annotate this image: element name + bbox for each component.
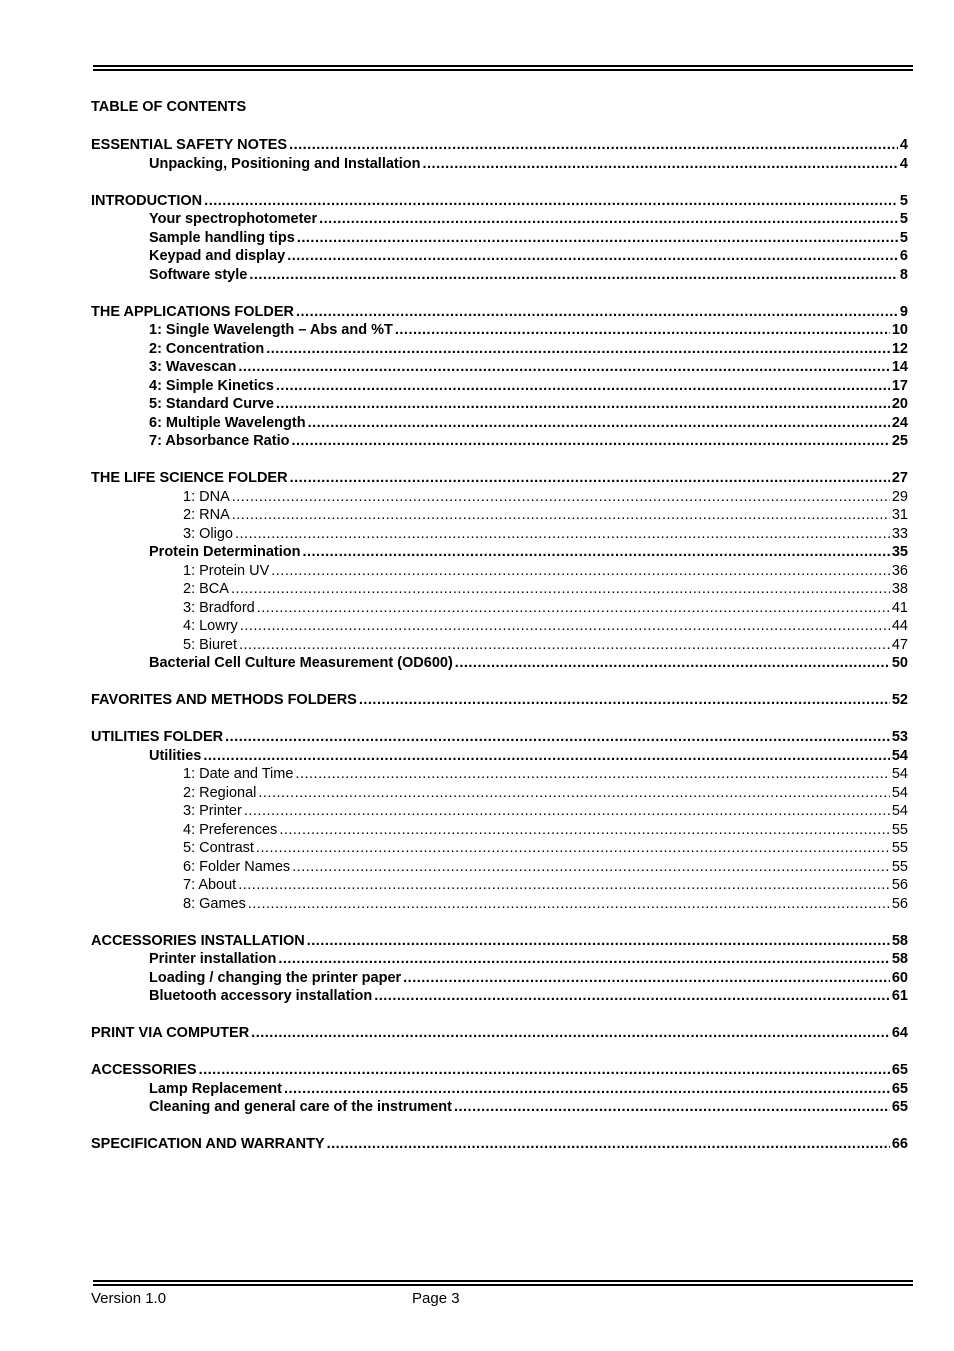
dot-leader: [359, 691, 890, 710]
toc-subentry[interactable]: [91, 525, 908, 544]
toc-subentry[interactable]: [91, 506, 908, 525]
toc-entry-label: 1: Protein UV: [183, 562, 270, 579]
toc-entry-label: 3: Oligo: [183, 525, 233, 542]
toc-entry[interactable]: [91, 747, 908, 766]
toc-entry-label: Utilities: [149, 747, 202, 764]
toc-subentry[interactable]: [91, 765, 908, 784]
toc-entry[interactable]: [91, 395, 908, 414]
toc-section[interactable]: [91, 1135, 908, 1154]
toc-entry-label: 7: Absorbance Ratio: [149, 433, 290, 449]
toc-entry-page: 54: [891, 766, 908, 782]
dot-leader: [278, 950, 890, 969]
toc-entry-page: 65: [891, 1080, 908, 1097]
toc-entry-label: 8: Games: [183, 895, 246, 912]
toc-entry-label: 4: Lowry: [183, 618, 238, 634]
dot-leader: [295, 765, 889, 784]
toc-subentry[interactable]: [91, 580, 908, 599]
toc-section[interactable]: [91, 469, 908, 488]
toc-entry-page: 56: [891, 895, 908, 912]
toc-entry[interactable]: [91, 377, 908, 396]
toc-entry[interactable]: [91, 321, 908, 340]
toc-entry-page: 6: [899, 248, 908, 264]
toc-section[interactable]: [91, 1061, 908, 1080]
toc-entry-page: 4: [899, 137, 908, 153]
toc-entry[interactable]: [91, 266, 908, 285]
dot-leader: [248, 895, 890, 914]
section-spacer: [91, 913, 908, 932]
toc-entry[interactable]: [91, 432, 908, 451]
toc-entry[interactable]: [91, 229, 908, 248]
toc-subentry[interactable]: [91, 821, 908, 840]
dot-leader: [238, 358, 890, 377]
dot-leader: [287, 247, 898, 266]
toc-entry-page: 50: [891, 655, 908, 671]
toc-entry-page: 55: [891, 858, 908, 875]
toc-entry-page: 33: [891, 525, 908, 542]
toc-subentry[interactable]: [91, 636, 908, 655]
dot-leader: [204, 192, 898, 211]
toc-entry-page: 14: [891, 359, 908, 375]
toc-entry[interactable]: [91, 1098, 908, 1117]
toc-subentry[interactable]: [91, 562, 908, 581]
dot-leader: [238, 876, 890, 895]
toc-entry-page: 58: [891, 951, 908, 967]
toc-entry-label: ACCESSORIES INSTALLATION: [91, 932, 305, 949]
toc-entry-label: 1: DNA: [183, 488, 230, 505]
toc-section[interactable]: [91, 136, 908, 155]
toc-entry-label: Software style: [149, 266, 248, 283]
dot-leader: [308, 414, 890, 433]
toc-entry-label: PRINT VIA COMPUTER: [91, 1025, 250, 1041]
toc-section[interactable]: [91, 192, 908, 211]
dot-leader: [276, 395, 890, 414]
dot-leader: [302, 543, 889, 562]
toc-entry-page: 53: [891, 729, 908, 745]
toc-entry-label: INTRODUCTION: [91, 192, 203, 209]
toc-entry-label: 5: Standard Curve: [149, 396, 274, 412]
toc-entry[interactable]: [91, 155, 908, 174]
toc-section[interactable]: [91, 303, 908, 322]
toc-entry-label: Bluetooth accessory installation: [149, 988, 373, 1004]
toc-entry-page: 27: [891, 470, 908, 486]
dot-leader: [225, 728, 890, 747]
dot-leader: [256, 839, 890, 858]
toc-entry-page: 54: [891, 803, 908, 819]
toc-entry[interactable]: [91, 654, 908, 673]
dot-leader: [319, 210, 898, 229]
dot-leader: [203, 747, 889, 766]
toc-section[interactable]: [91, 691, 908, 710]
toc-entry-label: 1: Single Wavelength – Abs and %T: [149, 322, 393, 338]
toc-entry-label: 3: Bradford: [183, 599, 255, 616]
toc-subentry[interactable]: [91, 802, 908, 821]
dot-leader: [297, 229, 898, 248]
toc-entry-page: 66: [891, 1136, 908, 1152]
toc-entry-label: THE APPLICATIONS FOLDER: [91, 303, 294, 320]
dot-leader: [292, 858, 890, 877]
toc-entry-page: 4: [899, 155, 908, 172]
dot-leader: [455, 654, 890, 673]
toc-entry-page: 52: [891, 692, 908, 708]
dot-leader: [284, 1080, 890, 1099]
toc-subentry[interactable]: [91, 599, 908, 618]
toc-entry-label: 2: Concentration: [149, 340, 265, 357]
dot-leader: [271, 562, 890, 581]
dot-leader: [327, 1135, 890, 1154]
dot-leader: [240, 617, 890, 636]
toc-entry-page: 56: [891, 877, 908, 893]
toc-entry[interactable]: [91, 1080, 908, 1099]
dot-leader: [279, 821, 890, 840]
toc-entry-label: 5: Contrast: [183, 840, 254, 856]
toc-entry-label: Printer installation: [149, 951, 277, 967]
toc-entry-label: THE LIFE SCIENCE FOLDER: [91, 470, 288, 486]
dot-leader: [296, 303, 898, 322]
toc-subentry[interactable]: [91, 895, 908, 914]
section-spacer: [91, 673, 908, 692]
toc-entry-page: 38: [891, 581, 908, 597]
dot-leader: [423, 155, 898, 174]
dot-leader: [291, 432, 889, 451]
toc-entry-page: 58: [891, 932, 908, 949]
toc-entry-label: Protein Determination: [149, 544, 301, 560]
toc-subentry[interactable]: [91, 876, 908, 895]
toc-section[interactable]: [91, 932, 908, 951]
dot-leader: [258, 784, 890, 803]
toc-entry[interactable]: [91, 950, 908, 969]
toc-entry-label: UTILITIES FOLDER: [91, 729, 224, 745]
toc-entry-label: Your spectrophotometer: [149, 211, 318, 227]
toc-entry-page: 61: [891, 988, 908, 1004]
dot-leader: [231, 580, 890, 599]
toc-entry-page: 5: [899, 192, 908, 209]
section-spacer: [91, 173, 908, 192]
footer-version: Version 1.0: [91, 1290, 167, 1307]
toc-entry-label: Loading / changing the printer paper: [149, 969, 402, 986]
toc-entry-label: ESSENTIAL SAFETY NOTES: [91, 137, 288, 153]
dot-leader: [244, 802, 890, 821]
toc-entry[interactable]: [91, 340, 908, 359]
dot-leader: [454, 1098, 890, 1117]
toc-entry-page: 41: [891, 599, 908, 616]
toc-entry-label: 3: Printer: [183, 803, 242, 819]
toc-entry-label: SPECIFICATION AND WARRANTY: [91, 1136, 325, 1152]
toc-entry-page: 36: [891, 562, 908, 579]
toc-entry[interactable]: [91, 210, 908, 229]
toc-entry[interactable]: [91, 969, 908, 988]
toc-entry-page: 65: [891, 1099, 908, 1115]
dot-leader: [199, 1061, 890, 1080]
toc-subentry[interactable]: [91, 784, 908, 803]
toc-entry-label: Bacterial Cell Culture Measurement (OD600): [149, 655, 453, 671]
section-spacer: [91, 1006, 908, 1025]
toc-entry-label: 3: Wavescan: [149, 359, 237, 375]
toc-entry-page: 5: [899, 229, 908, 246]
toc-entry-page: 25: [891, 433, 908, 449]
dot-leader: [289, 136, 898, 155]
toc-entry-label: ACCESSORIES: [91, 1062, 197, 1078]
toc-entry-page: 54: [891, 784, 908, 801]
toc-entry-page: 10: [891, 322, 908, 338]
dot-leader: [232, 488, 890, 507]
toc-subentry[interactable]: [91, 617, 908, 636]
toc-entry-label: 1: Date and Time: [183, 766, 294, 782]
section-spacer: [91, 284, 908, 303]
dot-leader: [266, 340, 890, 359]
header-rule: [93, 65, 913, 71]
toc-entry-label: 2: BCA: [183, 581, 229, 597]
toc-entry-label: 5: Biuret: [183, 636, 237, 653]
toc-entry-page: 24: [891, 414, 908, 431]
footer-rule: [93, 1280, 913, 1286]
toc-entry-page: 65: [891, 1062, 908, 1078]
toc-entry-page: 31: [891, 507, 908, 523]
toc-entry-page: 8: [899, 266, 908, 283]
dot-leader: [307, 932, 890, 951]
toc-entry-page: 60: [891, 969, 908, 986]
toc-entry-page: 9: [899, 303, 908, 320]
toc-entry-page: 47: [891, 636, 908, 653]
toc-entry[interactable]: [91, 358, 908, 377]
toc-entry-label: 7: About: [183, 877, 237, 893]
toc-subentry[interactable]: [91, 858, 908, 877]
section-spacer: [91, 710, 908, 729]
toc-entry-page: 44: [891, 618, 908, 634]
dot-leader: [403, 969, 890, 988]
toc-title: TABLE OF CONTENTS: [91, 99, 247, 115]
toc-entry[interactable]: [91, 414, 908, 433]
dot-leader: [249, 266, 898, 285]
dot-leader: [374, 987, 890, 1006]
toc-entry[interactable]: [91, 543, 908, 562]
toc-entry-label: FAVORITES AND METHODS FOLDERS: [91, 692, 357, 708]
toc-entry-page: 17: [891, 377, 908, 394]
toc-entry-label: 4: Simple Kinetics: [149, 377, 274, 394]
dot-leader: [232, 506, 890, 525]
toc-entry-page: 54: [891, 747, 908, 764]
toc-entry-label: 6: Folder Names: [183, 858, 291, 875]
dot-leader: [257, 599, 890, 618]
toc-entry-label: Sample handling tips: [149, 229, 295, 246]
toc-entry-label: Lamp Replacement: [149, 1080, 282, 1097]
toc-section[interactable]: [91, 728, 908, 747]
toc-subentry[interactable]: [91, 839, 908, 858]
dot-leader: [235, 525, 890, 544]
toc-entry-page: 5: [899, 211, 908, 227]
section-spacer: [91, 451, 908, 470]
table-of-contents: [91, 136, 908, 1154]
toc-entry-page: 12: [891, 340, 908, 357]
section-spacer: [91, 1117, 908, 1136]
dot-leader: [395, 321, 890, 340]
toc-entry-page: 55: [891, 821, 908, 838]
toc-entry-page: 29: [891, 488, 908, 505]
footer-page-number: Page 3: [412, 1290, 460, 1307]
toc-section[interactable]: [91, 1024, 908, 1043]
section-spacer: [91, 1043, 908, 1062]
toc-entry-page: 35: [891, 544, 908, 560]
toc-entry[interactable]: [91, 987, 908, 1006]
dot-leader: [239, 636, 890, 655]
dot-leader: [276, 377, 890, 396]
toc-entry-label: 2: RNA: [183, 507, 230, 523]
toc-entry-label: 2: Regional: [183, 784, 257, 801]
toc-entry-label: 6: Multiple Wavelength: [149, 414, 306, 431]
toc-entry[interactable]: [91, 247, 908, 266]
toc-entry-page: 64: [891, 1025, 908, 1041]
toc-subentry[interactable]: [91, 488, 908, 507]
toc-entry-label: 4: Preferences: [183, 821, 278, 838]
toc-entry-label: Cleaning and general care of the instrument: [149, 1099, 452, 1115]
toc-entry-label: Keypad and display: [149, 248, 286, 264]
toc-entry-page: 55: [891, 840, 908, 856]
toc-entry-page: 20: [891, 396, 908, 412]
dot-leader: [290, 469, 890, 488]
toc-entry-label: Unpacking, Positioning and Installation: [149, 155, 421, 172]
dot-leader: [251, 1024, 890, 1043]
